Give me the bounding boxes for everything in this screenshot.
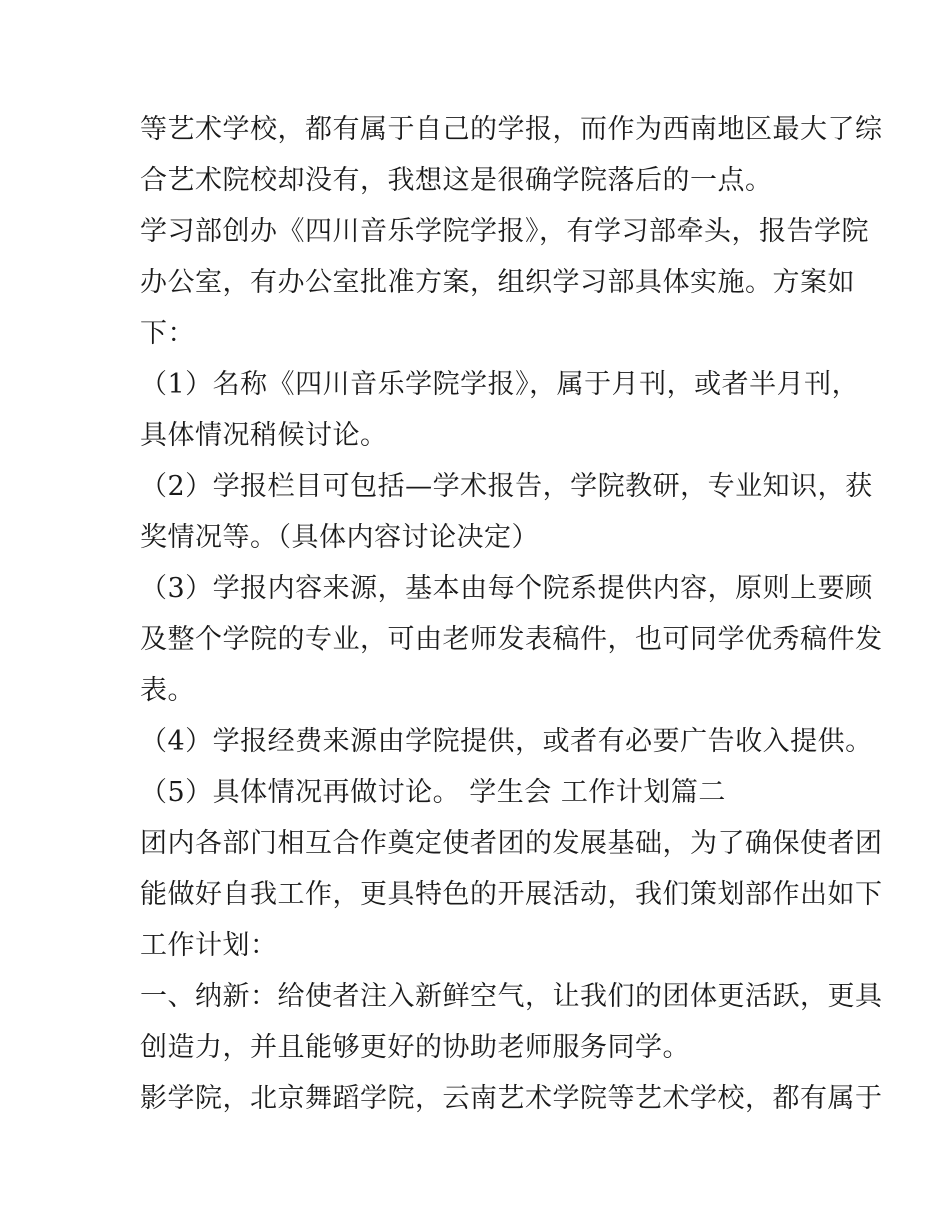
text-line-16: 能做好自我工作，更具特色的开展活动，我们策划部作出如下	[140, 879, 883, 910]
text-line-1: 等艺术学校，都有属于自己的学报，而作为西南地区最大了综	[140, 114, 883, 145]
text-line-2: 合艺术院校却没有，我想这是很确学院落后的一点。	[140, 165, 773, 196]
document-body	[140, 104, 883, 1124]
text-line-9: 奖情况等。（具体内容讨论决定）	[140, 522, 539, 553]
text-line-12: 表。	[140, 675, 195, 706]
text-line-15: 团内各部门相互合作奠定使者团的发展基础，为了确保使者团	[140, 828, 883, 859]
text-line-13: （4）学报经费来源由学院提供，或者有必要广告收入提供。	[140, 726, 873, 757]
text-line-20: 影学院，北京舞蹈学院，云南艺术学院等艺术学校，都有属于	[140, 1083, 883, 1114]
text-line-4: 办公室，有办公室批准方案，组织学习部具体实施。方案如	[140, 267, 855, 298]
text-line-8: （2）学报栏目可包括—学术报告，学院教研，专业知识，获	[140, 471, 873, 502]
text-line-10: （3）学报内容来源，基本由每个院系提供内容，原则上要顾	[140, 573, 873, 604]
text-line-6: （1）名称《四川音乐学院学报》，属于月刊，或者半月刊，	[140, 369, 860, 400]
text-line-19: 创造力，并且能够更好的协助老师服务同学。	[140, 1032, 690, 1063]
text-line-7: 具体情况稍候讨论。	[140, 420, 388, 451]
text-line-5: 下：	[140, 318, 195, 349]
text-line-18: 一、纳新：给使者注入新鲜空气，让我们的团体更活跃，更具	[140, 981, 883, 1012]
text-line-14: （5）具体情况再做讨论。 学生会 工作计划篇二	[140, 777, 726, 808]
text-line-11: 及整个学院的专业，可由老师发表稿件，也可同学优秀稿件发	[140, 624, 883, 655]
text-line-3: 学习部创办《四川音乐学院学报》，有学习部牵头，报告学院	[140, 216, 869, 247]
text-line-17: 工作计划：	[140, 930, 278, 961]
